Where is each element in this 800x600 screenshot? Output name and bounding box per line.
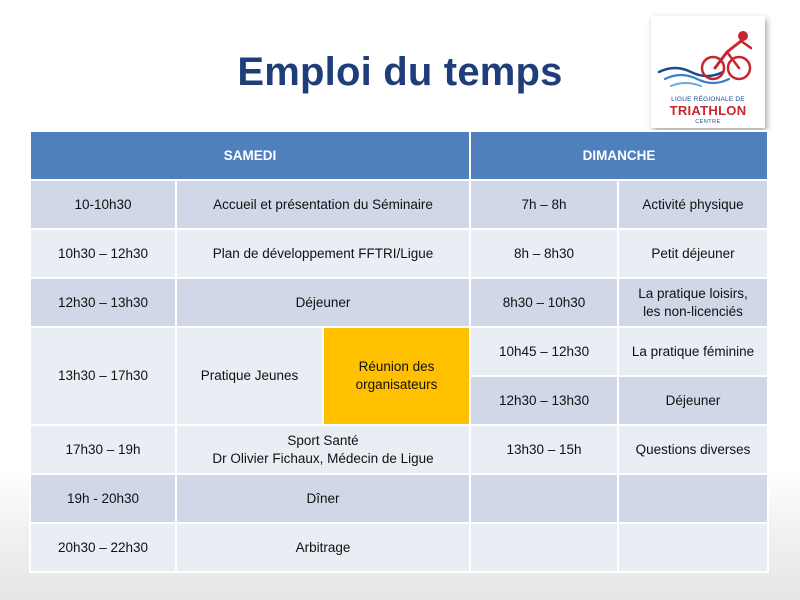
- sunday-time: 8h – 8h30: [470, 229, 618, 278]
- sunday-activity-line2: les non-licenciés: [643, 303, 743, 319]
- table-row: [30, 425, 768, 474]
- table-row: [30, 523, 768, 572]
- saturday-activity-line2: Dr Olivier Fichaux, Médecin de Ligue: [212, 450, 434, 466]
- saturday-time: 10-10h30: [30, 180, 176, 229]
- sunday-activity: [618, 278, 768, 327]
- sunday-time: 13h30 – 15h: [470, 425, 618, 474]
- sunday-time: [470, 474, 618, 523]
- sunday-time: 8h30 – 10h30: [470, 278, 618, 327]
- logo-text-triathlon: TRIATHLON: [669, 103, 747, 118]
- saturday-time: 17h30 – 19h: [30, 425, 176, 474]
- sunday-activity-line1: La pratique loisirs,: [638, 285, 748, 301]
- sunday-time: 7h – 8h: [470, 180, 618, 229]
- sunday-activity: [618, 474, 768, 523]
- table-row: [30, 327, 768, 376]
- saturday-activity: [176, 425, 470, 474]
- saturday-activity: Pratique Jeunes: [176, 327, 323, 425]
- logo-text-centre: CENTRE: [695, 119, 721, 125]
- saturday-time: 13h30 – 17h30: [30, 327, 176, 425]
- table-row: [30, 278, 768, 327]
- ligue-triathlon-logo: [651, 16, 765, 128]
- saturday-activity: Arbitrage: [176, 523, 470, 572]
- sunday-activity: Déjeuner: [618, 376, 768, 425]
- table-row: [30, 229, 768, 278]
- sunday-activity: Questions diverses: [618, 425, 768, 474]
- saturday-activity: Plan de développement FFTRI/Ligue: [176, 229, 470, 278]
- table-row: [30, 180, 768, 229]
- sunday-activity: [618, 523, 768, 572]
- sunday-activity: Activité physique: [618, 180, 768, 229]
- sunday-activity: Petit déjeuner: [618, 229, 768, 278]
- table-row: [30, 474, 768, 523]
- triathlete-icon: [655, 24, 761, 96]
- sunday-time: 10h45 – 12h30: [470, 327, 618, 376]
- saturday-time: 20h30 – 22h30: [30, 523, 176, 572]
- page-title: Emploi du temps: [237, 50, 563, 94]
- sunday-time: [470, 523, 618, 572]
- sunday-time: 12h30 – 13h30: [470, 376, 618, 425]
- schedule-table: [29, 130, 769, 573]
- saturday-activity: Déjeuner: [176, 278, 470, 327]
- header-saturday: SAMEDI: [30, 131, 470, 180]
- logo-text-ligue: LIGUE RÉGIONALE DE: [671, 96, 745, 103]
- saturday-time: 10h30 – 12h30: [30, 229, 176, 278]
- saturday-time: 19h - 20h30: [30, 474, 176, 523]
- sunday-activity: La pratique féminine: [618, 327, 768, 376]
- saturday-activity: Dîner: [176, 474, 470, 523]
- header-sunday: DIMANCHE: [470, 131, 768, 180]
- saturday-activity-line1: Sport Santé: [287, 432, 359, 448]
- saturday-time: 12h30 – 13h30: [30, 278, 176, 327]
- saturday-activity: Accueil et présentation du Séminaire: [176, 180, 470, 229]
- saturday-parallel-activity: Réunion des organisateurs: [323, 327, 470, 425]
- table-header-row: [30, 131, 768, 180]
